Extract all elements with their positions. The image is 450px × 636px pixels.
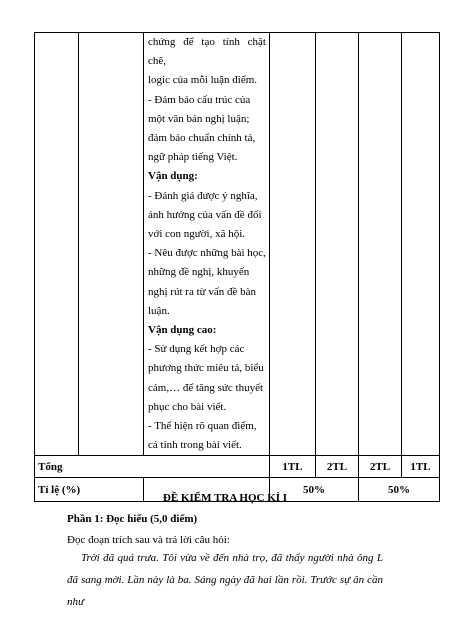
requirement-line: chứng để tạo tính chặt chẽ,: [148, 36, 266, 68]
table-cell: [359, 33, 402, 456]
exam-title: ĐỀ KIỂM TRA HỌC KÌ I: [162, 492, 288, 504]
total-label: Tổng: [35, 456, 270, 478]
table-cell: [316, 33, 359, 456]
table-cell: [270, 33, 316, 456]
requirement-line: một văn bản nghị luận;: [148, 112, 250, 125]
requirement-line: phương thức miêu tả, biểu: [148, 362, 264, 375]
total-value: 2TL: [316, 456, 359, 478]
requirement-line: - Nêu được những bài học,: [148, 247, 266, 260]
requirement-line: đảm bảo chuẩn chính tả,: [148, 132, 256, 145]
requirement-line: - Thể hiện rõ quan điểm,: [148, 420, 257, 433]
total-value: 2TL: [359, 456, 402, 478]
requirement-line: ngữ pháp tiếng Việt.: [148, 151, 238, 164]
table-cell: [79, 33, 144, 456]
requirement-line: ảnh hưởng của vấn đề đối: [148, 208, 262, 221]
level-heading: Vận dụng:: [148, 170, 198, 183]
table-cell: [35, 33, 79, 456]
level-heading: Vận dụng cao:: [148, 324, 217, 337]
requirements-cell: [144, 33, 270, 456]
requirement-line: - Sử dụng kết hợp các: [148, 343, 245, 356]
requirement-line: - Đánh giá được ý nghĩa,: [148, 189, 258, 202]
instruction-text: Đọc đoạn trích sau và trả lời câu hỏi:: [67, 534, 230, 546]
ratio-value: 50%: [359, 478, 440, 502]
part-title: Phần 1: Đọc hiểu (5,0 điểm): [67, 513, 198, 525]
requirement-line: phục cho bài viết.: [148, 400, 227, 413]
requirement-line: những đề nghị, khuyến: [148, 266, 250, 279]
exam-matrix-table: [34, 32, 440, 502]
requirement-line: cá tính trong bài viết.: [148, 439, 242, 452]
total-value: 1TL: [270, 456, 316, 478]
requirement-line: logic của mỗi luận điểm.: [148, 74, 258, 87]
requirement-line: nghị rút ra từ vấn đề bàn: [148, 285, 256, 298]
requirement-line: với con người, xã hội.: [148, 228, 246, 241]
total-value: 1TL: [402, 456, 440, 478]
ratio-label: Tỉ lệ (%): [35, 478, 144, 502]
total-row: [35, 456, 440, 478]
table-cell: [402, 33, 440, 456]
ratio-value: 50%: [270, 478, 359, 502]
reading-passage: Trời đã quá trưa. Tôi vừa về đến nhà trọ, đã thấy người nhà ông L đã sang mời. Lần này là ba. Sáng ngày đã hai lần rồi. Trước sự ân cần như: [67, 552, 383, 608]
table-row: [35, 33, 440, 456]
requirement-line: cảm,… để tăng sức thuyết: [148, 381, 264, 394]
requirement-line: - Đảm bảo cấu trúc của: [148, 93, 251, 106]
requirement-line: luận.: [148, 304, 170, 317]
